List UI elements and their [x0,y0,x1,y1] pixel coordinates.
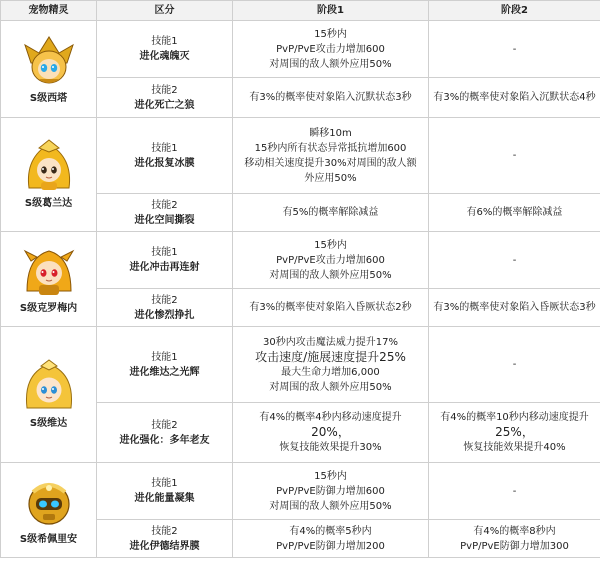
stage2-cell [429,327,600,403]
red-eyed-gold-girl-icon [21,243,77,299]
skill-cell [97,118,233,194]
pet-cell [1,327,97,463]
skill-name: 进化空间撕裂 [134,214,195,226]
table-row [1,21,600,78]
stage2-cell [429,463,600,520]
skill-number: 技能1 [151,142,178,154]
stage1-cell [233,21,429,78]
stage1-line: 15秒内 [314,28,347,40]
stage2-line: 有4%的概率8秒内 [473,525,556,537]
golden-hair-girl-icon [21,138,77,194]
pet-cell [1,463,97,558]
stage1-line: 对周围的敌人额外应用50% [269,381,392,393]
skill-number: 技能1 [151,351,178,363]
pet-name: S级葛兰达 [24,198,73,209]
stage2-cell [429,118,600,194]
table-row [1,327,600,403]
stage1-line: 有3%的概率使对象陷入昏厥状态2秒 [249,302,412,313]
stage1-cell [233,327,429,403]
stage2-line: 有4%的概率10秒内移动速度提升 [440,412,589,423]
skill-number: 技能1 [151,478,178,489]
stage1-line: 有4%的概率5秒内 [289,525,372,537]
stage1-line: 最大生命力增加6,000 [281,366,380,378]
stage2-cell [429,194,600,232]
stage2-line: 25%， [495,425,534,439]
stage1-line: 对周围的敌人额外应用50% [269,500,392,512]
skill-number: 技能1 [151,247,178,258]
stage2-cell [429,289,600,327]
header-stage2: 阶段2 [429,1,600,21]
stage1-line: 对周围的敌人额外应用50% [269,58,392,70]
stage1-line: 攻击速度/施展速度提升25% [255,349,406,364]
stage2-cell [429,232,600,289]
stage1-line: 瞬移10m [309,127,352,139]
skill-number: 技能2 [151,525,178,537]
blonde-girl-icon [21,358,77,414]
table-row [1,463,600,520]
stage1-line: 有3%的概率使对象陷入沉默状态3秒 [249,92,412,103]
stage1-cell [233,232,429,289]
stage1-line: 15秒内所有状态异常抵抗增加600 [254,142,407,154]
pet-cell [1,232,97,327]
stage2-cell [429,78,600,118]
stage1-line: PvP/PvE防御力增加200 [276,540,385,552]
pet-name: S级西塔 [29,92,68,104]
stage1-line: 有4%的概率4秒内移动速度提升 [259,412,402,423]
stage2-line: 有3%的概率使对象陷入沉默状态4秒 [433,92,596,103]
skill-number: 技能2 [151,294,178,306]
skill-name: 进化报复冰膜 [134,157,195,169]
skill-cell [97,327,233,403]
pet-name: S级希佩里安 [19,533,78,545]
golden-robot-icon [21,474,77,530]
skill-cell [97,520,233,558]
skill-name: 进化死亡之狼 [134,99,195,111]
skill-cell [97,232,233,289]
skill-cell [97,194,233,232]
pet-cell [1,118,97,232]
skill-name: 进化维达之光辉 [129,366,200,378]
header-row [1,1,600,21]
stage1-line: PvP/PvE攻击力增加600 [276,43,385,55]
stage2-cell [429,520,600,558]
stage2-cell [429,21,600,78]
skill-name: 进化魂魄灭 [139,51,190,62]
stage2-line: - [512,43,517,55]
skill-cell [97,21,233,78]
stage1-line: 有5%的概率解除减益 [282,207,379,218]
skill-number: 技能1 [151,36,178,47]
stage1-line: 恢复技能效果提升30% [279,442,382,453]
stage2-line: - [512,359,517,370]
pet-name: S级克罗梅内 [19,302,78,314]
skill-name: 进化强化：多年老友 [119,434,210,446]
stage1-cell [233,78,429,118]
stage1-line: 15秒内 [314,470,347,482]
stage1-cell [233,289,429,327]
skill-name: 进化能量凝集 [134,493,195,504]
stage2-cell [429,403,600,463]
header-type: 区分 [97,1,233,21]
skill-cell [97,463,233,520]
skill-cell [97,78,233,118]
stage2-line: PvP/PvE防御力增加300 [460,540,569,552]
stage1-cell [233,403,429,463]
stage1-cell [233,118,429,194]
stage1-line: PvP/PvE防御力增加600 [276,485,385,497]
pet-cell [1,21,97,118]
skill-cell [97,289,233,327]
gold-helmet-blue-eyes-icon [21,33,77,89]
header-stage1: 阶段1 [233,1,429,21]
stage1-line: 20%， [311,425,350,439]
pet-name: S级维达 [29,418,68,429]
stage2-line: - [512,150,517,161]
stage1-line: 15秒内 [314,239,347,251]
stage2-line: 恢复技能效果提升40% [463,442,566,453]
skill-name: 进化惨烈挣扎 [134,309,195,321]
skill-name: 进化冲击再连射 [129,262,200,273]
header-pet: 宠物精灵 [1,1,97,21]
stage2-line: - [512,254,517,266]
stage1-line: 30秒内攻击魔法威力提升17% [263,336,398,348]
stage1-line: 对周围的敌人额外应用50% [269,269,392,281]
stage1-line: 移动相关速度提升30%对周围的敌人额 [244,157,417,169]
stage1-line: 外应用50% [304,172,357,184]
skill-number: 技能2 [151,199,178,211]
skill-name: 进化伊德结界膜 [129,540,200,552]
table-row [1,232,600,289]
table-row [1,118,600,194]
stage1-line: PvP/PvE攻击力增加600 [276,254,385,266]
stage1-cell [233,520,429,558]
skill-number: 技能2 [151,84,178,96]
skill-cell [97,403,233,463]
skill-number: 技能2 [151,419,178,431]
stage2-line: - [512,485,517,497]
stage2-line: 有6%的概率解除减益 [466,207,563,218]
stage2-line: 有3%的概率使对象陷入昏厥状态3秒 [433,302,596,313]
stage1-cell [233,463,429,520]
stage1-cell [233,194,429,232]
